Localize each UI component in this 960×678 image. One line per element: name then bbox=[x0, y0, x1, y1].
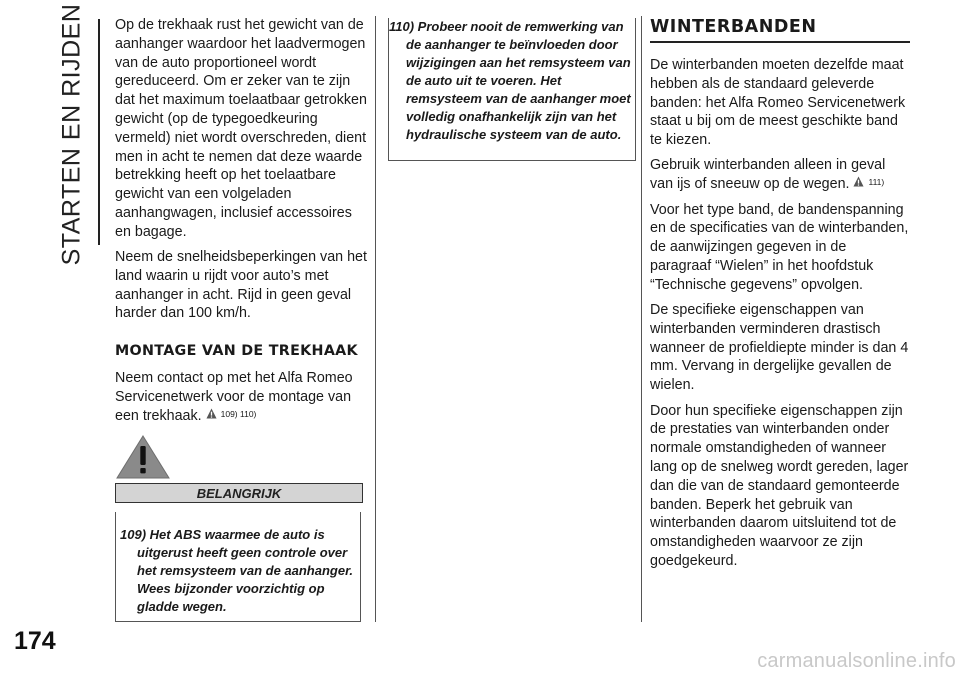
paragraph-winter-performance: Door hun specifieke eigenschappen zijn de prestaties van winterbanden onder normale omstandigheden of wanneer lang op de snelweg wordt gereden, lager dan die van de standaard gemonteerde banden. Beperk het gebruik van winterbanden daarom uitsluitend tot de omstandigheden waarvoor ze zijn goedgekeurd. bbox=[650, 402, 909, 569]
section-title bbox=[57, 3, 86, 266]
heading-winter-tyres: WINTERBANDEN bbox=[650, 16, 910, 43]
column-2 bbox=[388, 18, 636, 161]
warning-triangle-icon bbox=[115, 434, 171, 480]
warning-banner: BELANGRIJK bbox=[115, 483, 363, 503]
paragraph-speed-limit: Neem de snelheidsbeperkingen van het land waarin u rijdt voor auto’s met aanhanger in acht. Rijd in geen geval harder dan 100 km/h. bbox=[115, 249, 367, 322]
paragraph-winter-usage bbox=[650, 156, 910, 194]
note-reference-111[interactable] bbox=[853, 176, 884, 187]
paragraph-winter-tread: De specifieke eigenschappen van winterbanden verminderen drastisch wanneer de profieldiepte minder is dan 4 mm. Vervang in dergelijke gevallen de wielen. bbox=[650, 302, 909, 394]
column-3 bbox=[650, 16, 910, 577]
warning-note-109 bbox=[115, 512, 361, 622]
paragraph-winter-size: De winterbanden moeten dezelfde maat hebben als de standaard geleverde banden: het Alfa Romeo Servicenetwerk staat u bij om de meest geschikte band te kiezen. bbox=[650, 57, 906, 149]
note-reference-111-text: 111) bbox=[868, 177, 885, 188]
note-reference[interactable] bbox=[206, 408, 257, 419]
column-divider-2 bbox=[641, 16, 642, 622]
warning-triangle-icon bbox=[853, 176, 864, 187]
winter-usage-text: Gebruik winterbanden alleen in geval van ijs of sneeuw op de wegen. bbox=[650, 157, 886, 193]
note-109-text: 109) Het ABS waarmee de auto is uitgerust heeft geen controle over het remsysteem van de aanhanger. Wees bijzonder voorzichtig op gladde wegen. bbox=[120, 527, 354, 614]
section-title-text: STARTEN EN RIJDEN bbox=[57, 3, 86, 266]
note-110-text: 110) Probeer nooit de remwerking van de aanhanger te beïnvloeden door wijzigingen aan het remsysteem van de auto uit te voeren. Het remsysteem van de aanhanger moet volledig onafhankelijk zijn van het hydraulische systeem van de auto. bbox=[389, 19, 631, 142]
paragraph-tow-weight: Op de trekhaak rust het gewicht van de aanhanger waardoor het laadvermogen van de auto proportioneel wordt gereduceerd. Om er zeker van te zijn dat het maximum toelaatbaar getrokken gewicht (op de typegoedkeuring vermeld) niet wordt overschreden, dient men in acht te nemen dat deze waarde betrekking heeft op het toelaatbare gewicht van een volgeladen aanhangwagen, inclusief accessoires en bagage. bbox=[115, 17, 367, 240]
towbar-mounting-text: Neem contact op met het Alfa Romeo Servicenetwerk voor de montage van een trekhaak. bbox=[115, 370, 353, 424]
column-1 bbox=[115, 16, 367, 432]
watermark-text: carmanualsonline.info bbox=[757, 650, 956, 672]
heading-towbar-mounting: MONTAGE VAN DE TREKHAAK bbox=[115, 343, 358, 360]
note-reference-text: 109) 110) bbox=[220, 408, 257, 419]
page-number: 174 bbox=[14, 627, 56, 655]
paragraph-towbar-mounting bbox=[115, 369, 367, 425]
warning-triangle-icon bbox=[206, 408, 217, 419]
warning-box bbox=[115, 420, 363, 622]
section-title-rule bbox=[98, 19, 100, 245]
warning-note-110 bbox=[388, 18, 636, 161]
paragraph-winter-specs: Voor het type band, de bandenspanning en de specificaties van de winterbanden, de aanwijzingen gegeven in de paragraaf “Wielen” in het hoofdstuk “Technische gegevens” opvolgen. bbox=[650, 201, 909, 293]
column-divider-1 bbox=[375, 16, 376, 622]
